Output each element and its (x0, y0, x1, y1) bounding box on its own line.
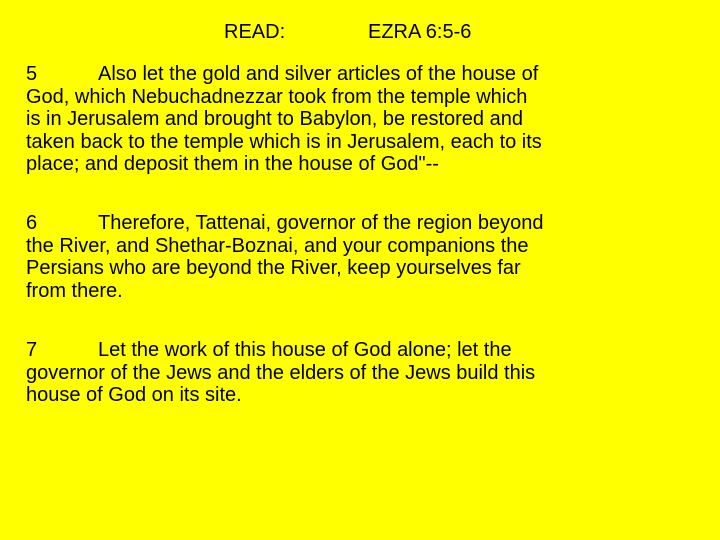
verse-line: place; and deposit them in the house of God"-- (26, 153, 439, 175)
verse-text: Let the work of this house of God alone; let the (98, 339, 512, 361)
verse-5 (26, 63, 698, 176)
verse-line: from there. (26, 279, 123, 302)
verse-line (26, 339, 698, 362)
verse-line (26, 63, 698, 86)
verse-line: is in Jerusalem and brought to Babylon, be restored and (26, 108, 523, 130)
verse-number: 5 (26, 63, 38, 85)
verse-line (26, 212, 698, 235)
verse-7 (26, 339, 698, 407)
verse-line: God, which Nebuchadnezzar took from the temple which (26, 85, 528, 108)
slide-header (0, 19, 720, 45)
verse-line: governor of the Jews and the elders of the Jews build this (26, 361, 536, 384)
verse-line: the River, and Shethar-Boznai, and your companions the (26, 234, 529, 257)
verse-line: Persians who are beyond the River, keep yourselves far (26, 257, 521, 279)
scripture-reference: EZRA 6:5-6 (368, 21, 472, 43)
verse-text: Therefore, Tattenai, governor of the region beyond (98, 212, 544, 234)
verse-number: 6 (26, 212, 38, 234)
verse-number: 7 (26, 339, 38, 361)
verse-6 (26, 212, 698, 302)
verse-line: taken back to the temple which is in Jerusalem, each to its (26, 130, 542, 153)
verse-text: Also let the gold and silver articles of the house of (98, 63, 539, 85)
read-label: READ: (224, 21, 286, 43)
verse-line: house of God on its site. (26, 384, 242, 406)
